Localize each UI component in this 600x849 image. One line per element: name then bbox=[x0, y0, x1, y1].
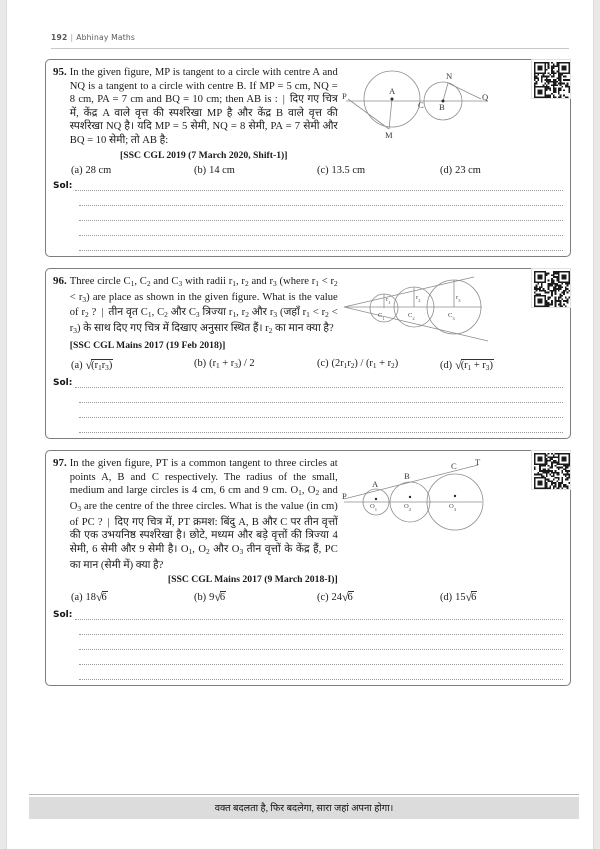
option-c-label: (c) bbox=[317, 591, 329, 603]
option-b-label: (b) bbox=[194, 591, 207, 603]
solution-line[interactable] bbox=[79, 394, 563, 403]
question-number: 97. bbox=[53, 457, 67, 470]
source-citation: [SSC CGL Mains 2017 (19 Feb 2018)] bbox=[69, 339, 226, 351]
question-block-96 bbox=[45, 268, 571, 439]
figure-label-r2: $r_2$ bbox=[415, 294, 421, 303]
figure-label-B: B bbox=[438, 102, 445, 112]
solution-line[interactable] bbox=[79, 626, 563, 635]
option-d-text: $√(r_1 + r_3)$ bbox=[455, 358, 493, 373]
options-question-97 bbox=[53, 587, 563, 609]
page-footer bbox=[29, 794, 579, 819]
option-c[interactable] bbox=[317, 358, 440, 373]
figure-label-P: P bbox=[341, 491, 347, 502]
option-d[interactable] bbox=[440, 358, 563, 373]
solution-line[interactable] bbox=[79, 671, 563, 680]
solution-label: Sol: bbox=[53, 609, 73, 620]
solution-line[interactable] bbox=[75, 182, 563, 191]
language-divider: | bbox=[282, 94, 285, 106]
figure-label-C: C bbox=[450, 461, 457, 472]
option-a-label: (a) bbox=[71, 591, 83, 603]
solution-line[interactable] bbox=[75, 379, 563, 388]
options-question-96 bbox=[53, 355, 563, 377]
figure-label-M: M bbox=[384, 130, 393, 140]
figure-question-97 bbox=[338, 457, 563, 537]
question-text-english: In the given figure, MP is tangent to a circle with centre A and NQ is a tangent to a circle with centre B. If MP = 5 cm, NQ = 8 cm, PA = 7 cm and BQ = 10 cm; then AB is : bbox=[69, 67, 338, 106]
option-b[interactable] bbox=[194, 590, 317, 605]
option-c-text: $(2r_1r_2) / (r_1 + r_2)$ bbox=[331, 358, 399, 371]
figure-label-O2: $O_2$ bbox=[403, 503, 411, 512]
questions-list bbox=[29, 49, 579, 686]
solution-label: Sol: bbox=[53, 378, 73, 389]
question-text-hindi: तीन वृत $C_1$, $C_2$ और $C_3$ त्रिज्या $r_1$, $r_2$ और $r_3$ (जहाँ $r_1 < r_2 < r_3$) के साथ दिए गए चित्र में दिखाए अनुसार स्थित हैं। $r_2$ का मान क्या है? bbox=[69, 307, 338, 336]
solution-area-96[interactable] bbox=[53, 377, 563, 433]
question-block-97 bbox=[45, 450, 571, 686]
footer-quote: वक्त बदलता है, फिर बदलेगा, सारा जहां अपना होगा। bbox=[29, 797, 579, 819]
page-header bbox=[29, 0, 579, 42]
figure-label-C2: $C_2$ bbox=[407, 312, 415, 321]
option-d-label: (d) bbox=[440, 165, 453, 177]
question-text bbox=[70, 66, 338, 162]
option-d-text: 23 cm bbox=[455, 165, 481, 177]
option-a-text: $√(r_1r_3)$ bbox=[85, 358, 113, 373]
solution-line[interactable] bbox=[79, 409, 563, 418]
option-a[interactable] bbox=[71, 590, 194, 605]
solution-line[interactable] bbox=[79, 641, 563, 650]
options-question-95 bbox=[53, 162, 563, 180]
question-block-95 bbox=[45, 59, 571, 257]
solution-line[interactable] bbox=[79, 212, 563, 221]
option-b-label: (b) bbox=[194, 165, 207, 177]
option-d-label: (d) bbox=[440, 591, 453, 603]
solution-line[interactable] bbox=[79, 242, 563, 251]
solution-line[interactable] bbox=[75, 611, 563, 620]
option-b-text: 9√6 bbox=[209, 589, 226, 604]
figure-label-T: T bbox=[474, 457, 480, 468]
language-divider: | bbox=[101, 307, 104, 319]
solution-line[interactable] bbox=[79, 424, 563, 433]
option-b-label: (b) bbox=[194, 358, 207, 370]
solution-line[interactable] bbox=[79, 197, 563, 206]
figure-label-P: P bbox=[341, 91, 347, 101]
page-number: 192 bbox=[51, 33, 68, 42]
question-number: 96. bbox=[53, 275, 67, 288]
figure-label-O1: $O_1$ bbox=[369, 503, 377, 512]
option-c-text: 24√6 bbox=[331, 589, 353, 604]
option-d[interactable] bbox=[440, 165, 563, 176]
question-text bbox=[70, 275, 338, 352]
option-d-text: 15√6 bbox=[455, 589, 477, 604]
option-c-label: (c) bbox=[317, 358, 329, 370]
question-text bbox=[70, 457, 338, 587]
option-d[interactable] bbox=[440, 590, 563, 605]
question-text-hindi: दिए गए चित्र में, केंद्र A वाले वृत्त की स्पर्शरेखा MP है और केंद्र B वाले वृत्त की स्पर्शरेखा NQ है। यदि MP = 5 सेमी, NQ = 8 सेमी, PA = 7 सेमी और BQ = 10 सेमी; तो AB है: bbox=[69, 94, 338, 146]
page bbox=[7, 0, 593, 849]
figure-label-C: C bbox=[417, 100, 424, 110]
source-citation: [SSC CGL 2019 (7 March 2020, Shift-1)] bbox=[120, 149, 288, 161]
three-circles-common-tangent-diagram bbox=[342, 457, 492, 537]
two-tangent-circles-diagram bbox=[342, 66, 492, 144]
option-a[interactable] bbox=[71, 358, 194, 373]
figure-label-B: B bbox=[403, 471, 410, 482]
book-title: Abhinay Maths bbox=[76, 33, 136, 42]
figure-question-95 bbox=[338, 66, 563, 146]
solution-area-95[interactable] bbox=[53, 180, 563, 251]
three-circles-in-wedge-diagram bbox=[342, 275, 492, 347]
source-citation: [SSC CGL Mains 2017 (9 March 2018-I)] bbox=[167, 574, 338, 586]
solution-label: Sol: bbox=[53, 181, 73, 192]
language-divider: | bbox=[107, 516, 110, 528]
option-c-text: 13.5 cm bbox=[331, 165, 366, 177]
question-text-english: In the given figure, PT is a common tangent to three circles at points A, B and C respectively. The radius of the small, medium and large circles is 4 cm, 6 cm and 9 cm. $O_1$, $O_2$ and $O_3$ are the centre of the three circles. What is the value (in cm) of PC ? bbox=[69, 458, 338, 528]
figure-question-96 bbox=[338, 275, 563, 355]
figure-label-N: N bbox=[445, 71, 452, 81]
option-a[interactable] bbox=[71, 165, 194, 176]
option-c[interactable] bbox=[317, 590, 440, 605]
solution-area-97[interactable] bbox=[53, 609, 563, 680]
option-a-label: (a) bbox=[71, 165, 83, 177]
option-c-label: (c) bbox=[317, 165, 329, 177]
option-a-label: (a) bbox=[71, 360, 83, 372]
option-c[interactable] bbox=[317, 165, 440, 176]
figure-label-A: A bbox=[388, 86, 395, 96]
figure-label-r1: $r_1$ bbox=[385, 296, 391, 305]
solution-line[interactable] bbox=[79, 656, 563, 665]
question-text-hindi: दिए गए चित्र में, PT क्रमश: बिंदु A, B और C पर तीन वृत्तों की एक उभयनिष्ठ स्पर्शरेखा है। छोटे, मध्यम और बड़े वृत्तों की त्रिज्या 4 सेमी, 6 सेमी और 9 सेमी है। $O_1$, $O_2$ और $O_3$ तीन वृत्तों के केंद्र हैं, PC का मान (सेमी में) क्या है? bbox=[69, 516, 338, 571]
figure-label-O3: $O_3$ bbox=[448, 503, 456, 512]
question-number: 95. bbox=[53, 66, 67, 78]
figure-label-C1: $C_1$ bbox=[377, 312, 385, 321]
option-b[interactable] bbox=[194, 165, 317, 176]
figure-label-r3: $r_3$ bbox=[455, 294, 461, 303]
solution-line[interactable] bbox=[79, 227, 563, 236]
option-d-label: (d) bbox=[440, 360, 453, 372]
figure-label-Q: Q bbox=[481, 92, 488, 102]
option-b-text: 14 cm bbox=[209, 165, 235, 177]
option-a-text: 28 cm bbox=[85, 165, 112, 177]
option-b-text: $(r_1 + r_3) / 2$ bbox=[209, 358, 255, 371]
option-a-text: 18√6 bbox=[85, 589, 107, 604]
header-separator: | bbox=[70, 33, 74, 42]
question-text-english: Three circle $C_1$, $C_2$ and $C_3$ with radii $r_1$, $r_2$ and $r_3$ (where $r_1 < r_2 < r_3$) are place as shown in the given figure. What is the value of $r_2$ ? bbox=[69, 276, 338, 320]
option-b[interactable] bbox=[194, 358, 317, 373]
footer-divider bbox=[29, 794, 579, 795]
figure-label-C3: $C_3$ bbox=[447, 312, 455, 321]
figure-label-A: A bbox=[371, 479, 378, 490]
